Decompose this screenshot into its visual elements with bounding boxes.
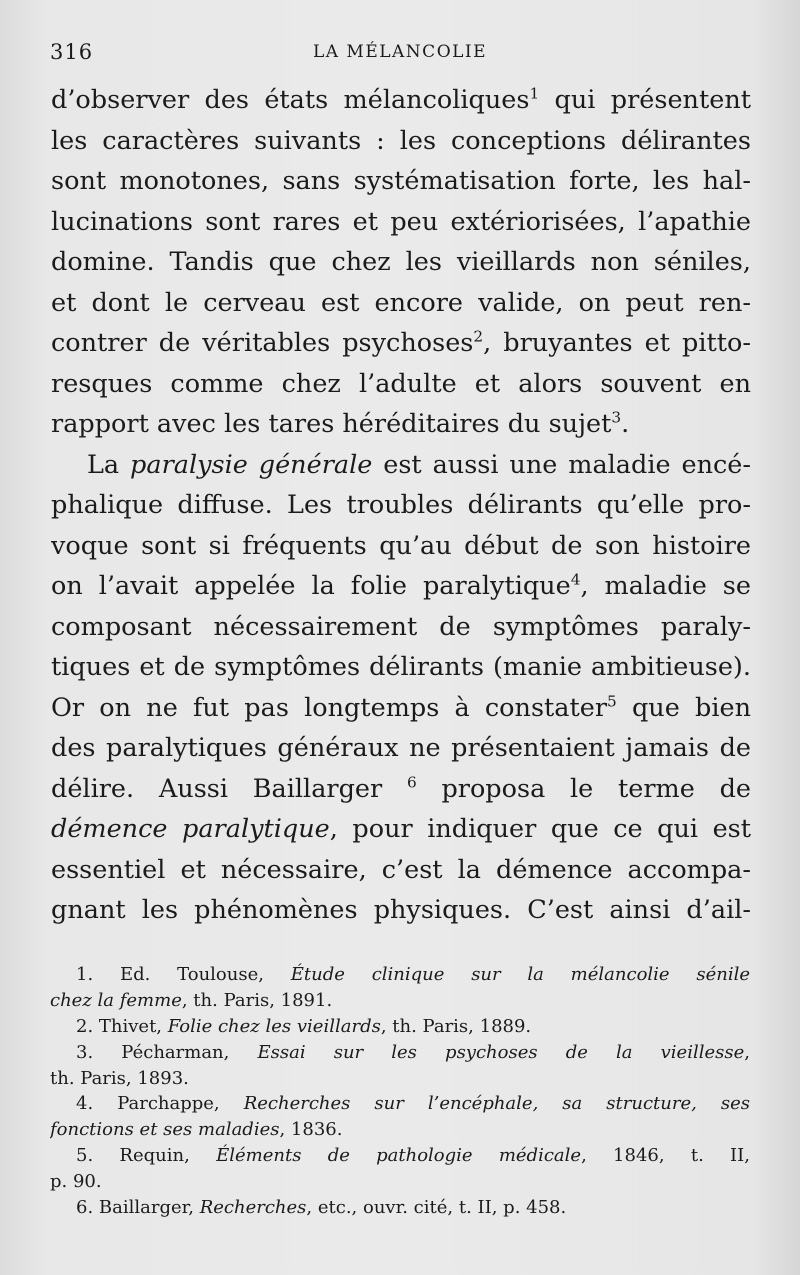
text-line: lucinations sont rares et peu extériorisées, l’apathie	[51, 206, 751, 237]
text-line: Or on ne fut pas longtemps à constater$^5$ que bien	[51, 692, 751, 723]
text-line: essentiel et nécessaire, c’est la démence accompa-	[51, 854, 751, 885]
text-line: démence paralytique, pour indiquer que ce qui est	[51, 814, 751, 844]
footnotes	[50, 962, 750, 1221]
body-text	[51, 80, 751, 931]
footnote-line: 4. Parchappe, Recherches sur l’encéphale, sa structure, ses	[76, 1093, 750, 1115]
footnote-line: p. 90.	[50, 1171, 102, 1193]
text-line: et dont le cerveau est encore valide, on peut ren-	[51, 287, 751, 318]
text-line: gnant les phénomènes physiques. C’est ainsi d’ail-	[51, 895, 751, 925]
page-header	[50, 40, 750, 68]
text-line: on l’avait appelée la folie paralytique$^4$, maladie se	[51, 570, 751, 601]
footnote-line: fonctions et ses maladies, 1836.	[50, 1119, 343, 1141]
text-line: des paralytiques généraux ne présentaient jamais de	[51, 733, 751, 763]
footnote-line: 1. Ed. Toulouse, Étude clinique sur la mélancolie sénile	[76, 964, 750, 985]
page-number: 316	[50, 40, 94, 64]
text-line: les caractères suivants : les conceptions délirantes	[51, 125, 751, 156]
text-line: délire. Aussi Baillarger $^6$ proposa le terme de	[51, 773, 751, 804]
footnote-line: 3. Pécharman, Essai sur les psychoses de la vieillesse,	[76, 1041, 750, 1063]
footnote-line: chez la femme, th. Paris, 1891.	[50, 989, 333, 1011]
text-line: sont monotones, sans systématisation forte, les hal-	[51, 166, 751, 196]
text-line: phalique diffuse. Les troubles délirants qu’elle pro-	[51, 490, 751, 520]
text-line: contrer de véritables psychoses$^2$, bruyantes et pitto-	[51, 327, 751, 358]
text-line: rapport avec les tares héréditaires du sujet$^3$.	[51, 408, 630, 439]
footnote-line: th. Paris, 1893.	[50, 1067, 189, 1089]
text-line: domine. Tandis que chez les vieillards non séniles,	[51, 247, 751, 277]
footnote-line: 5. Requin, Éléments de pathologie médicale, 1846, t. II,	[76, 1145, 750, 1167]
text-line: tiques et de symptômes délirants (manie ambitieuse).	[51, 652, 751, 682]
text-line: La paralysie générale est aussi une maladie encé-	[87, 449, 751, 480]
text-line: resques comme chez l’adulte et alors souvent en	[51, 368, 751, 399]
text-line: d’observer des états mélancoliques$^1$ qui présentent	[51, 84, 751, 115]
text-line: voque sont si fréquents qu’au début de son histoire	[51, 530, 751, 561]
running-title: LA MÉLANCOLIE	[312, 42, 488, 62]
footnote-line: 2. Thivet, Folie chez les vieillards, th. Paris, 1889.	[76, 1015, 532, 1037]
footnote-line: 6. Baillarger, Recherches, etc., ouvr. cité, t. II, p. 458.	[76, 1197, 567, 1219]
text-line: composant nécessairement de symptômes paraly-	[51, 611, 751, 642]
